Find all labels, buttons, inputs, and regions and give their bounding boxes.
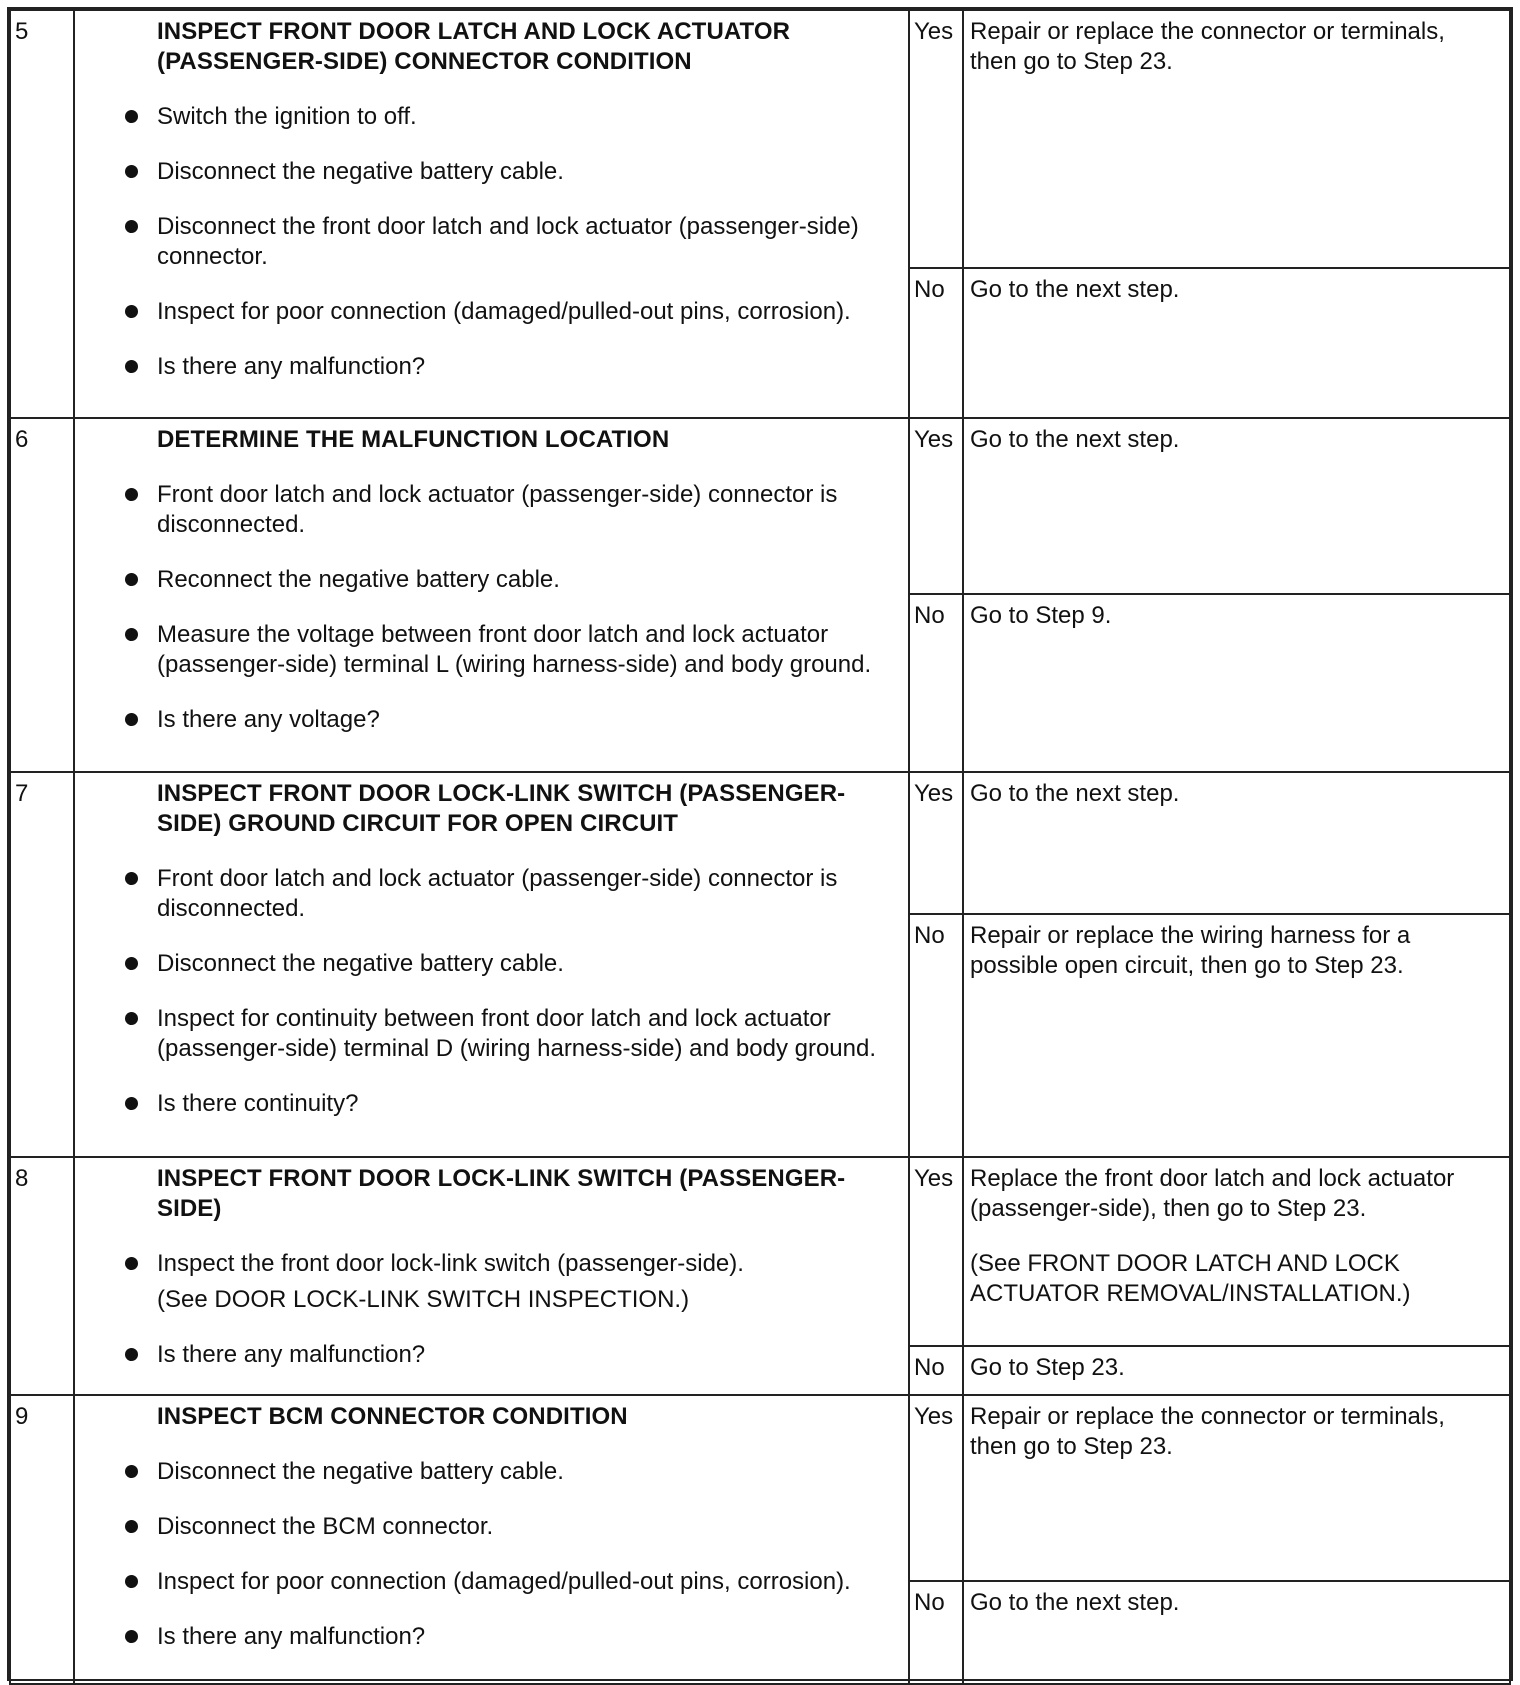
step-bullet-list xyxy=(75,102,878,382)
yes-result: Replace the front door latch and lock actuator (passenger-side), then go to Step 23. xyxy=(970,1165,1455,1222)
bullet-dot-icon xyxy=(125,1012,138,1025)
cross-reference-note: (See FRONT DOOR LATCH AND LOCK ACTUATOR REMOVAL/INSTALLATION.) xyxy=(970,1250,1411,1307)
bullet-dot-icon xyxy=(125,1520,138,1533)
bullet-dot-icon xyxy=(125,1630,138,1643)
step-number: 9 xyxy=(10,1395,74,1684)
bullet-text: Disconnect the negative battery cable. xyxy=(157,950,564,977)
no-result: Go to Step 9. xyxy=(963,594,1510,772)
no-label: No xyxy=(909,1581,963,1684)
bullet-text: Front door latch and lock actuator (passenger-side) connector is disconnected. xyxy=(157,481,838,538)
bullet-item xyxy=(75,1004,878,1064)
no-result: Go to the next step. xyxy=(963,268,1510,418)
no-label: No xyxy=(909,594,963,772)
bullet-item xyxy=(75,1567,878,1597)
bullet-text: Inspect the front door lock-link switch (passenger-side). xyxy=(157,1250,744,1277)
bullet-item xyxy=(75,620,878,680)
bullet-text: Disconnect the negative battery cable. xyxy=(157,158,564,185)
no-result: Go to Step 23. xyxy=(963,1346,1510,1395)
step-number: 5 xyxy=(10,10,74,418)
bullet-item xyxy=(75,480,878,540)
bullet-item xyxy=(75,1622,878,1652)
bullet-dot-icon xyxy=(125,110,138,123)
step-bullet-list xyxy=(75,864,878,1119)
bullet-dot-icon xyxy=(125,360,138,373)
step-action-cell xyxy=(74,1395,909,1684)
bullet-dot-icon xyxy=(125,1097,138,1110)
step-7-yes-row xyxy=(10,772,1510,914)
bullet-dot-icon xyxy=(125,957,138,970)
no-label: No xyxy=(909,1346,963,1395)
yes-label: Yes xyxy=(909,772,963,914)
step-action-cell xyxy=(74,10,909,418)
bullet-item xyxy=(75,1089,878,1119)
no-result: Repair or replace the wiring harness for a possible open circuit, then go to Step 23. xyxy=(963,914,1510,1157)
bullet-dot-icon xyxy=(125,872,138,885)
bullet-item xyxy=(75,1249,878,1279)
step-8-yes-row xyxy=(10,1157,1510,1346)
bullet-item xyxy=(75,1340,878,1370)
yes-result: Repair or replace the connector or terminals, then go to Step 23. xyxy=(963,1395,1510,1581)
cross-reference-note: (See DOOR LOCK-LINK SWITCH INSPECTION.) xyxy=(157,1286,690,1313)
bullet-dot-icon xyxy=(125,165,138,178)
step-action-cell xyxy=(74,1157,909,1395)
diagnostic-steps-table xyxy=(9,9,1511,1685)
bullet-dot-icon xyxy=(125,1575,138,1588)
bullet-text: Front door latch and lock actuator (passenger-side) connector is disconnected. xyxy=(157,865,838,922)
bullet-dot-icon xyxy=(125,1465,138,1478)
yes-label: Yes xyxy=(909,10,963,268)
step-action-cell xyxy=(74,418,909,772)
bullet-dot-icon xyxy=(125,713,138,726)
bullet-item xyxy=(75,157,878,187)
step-number: 6 xyxy=(10,418,74,772)
step-number: 8 xyxy=(10,1157,74,1395)
step-bullet-list xyxy=(75,1457,878,1652)
bullet-item xyxy=(75,864,878,924)
no-label: No xyxy=(909,268,963,418)
yes-result: Go to the next step. xyxy=(963,772,1510,914)
bullet-text: Is there continuity? xyxy=(157,1090,359,1117)
bullet-text: Disconnect the negative battery cable. xyxy=(157,1458,564,1485)
diagnostic-procedure-sheet xyxy=(7,7,1513,1681)
bullet-item xyxy=(75,297,878,327)
step-bullet-list xyxy=(75,1249,878,1279)
bullet-dot-icon xyxy=(125,628,138,641)
step-bullet-list xyxy=(75,1340,878,1370)
bullet-dot-icon xyxy=(125,1348,138,1361)
bullet-text: Disconnect the BCM connector. xyxy=(157,1513,494,1540)
bullet-item xyxy=(75,352,878,382)
bullet-text: Is there any malfunction? xyxy=(157,353,426,380)
bullet-text: Is there any malfunction? xyxy=(157,1341,426,1368)
yes-label: Yes xyxy=(909,1157,963,1346)
step-number: 7 xyxy=(10,772,74,1157)
bullet-text: Reconnect the negative battery cable. xyxy=(157,566,560,593)
yes-result-cell xyxy=(963,1157,1510,1346)
no-result: Go to the next step. xyxy=(963,1581,1510,1684)
bullet-item xyxy=(75,1512,878,1542)
bullet-item xyxy=(75,102,878,132)
step-6-yes-row xyxy=(10,418,1510,594)
step-title: DETERMINE THE MALFUNCTION LOCATION xyxy=(157,426,670,453)
bullet-item xyxy=(75,212,878,272)
bullet-dot-icon xyxy=(125,573,138,586)
bullet-text: Switch the ignition to off. xyxy=(157,103,417,130)
bullet-dot-icon xyxy=(125,488,138,501)
step-action-cell xyxy=(74,772,909,1157)
yes-label: Yes xyxy=(909,1395,963,1581)
yes-result: Repair or replace the connector or terminals, then go to Step 23. xyxy=(963,10,1510,268)
step-title: INSPECT FRONT DOOR LOCK-LINK SWITCH (PASSENGER-SIDE) xyxy=(157,1165,846,1222)
bullet-item xyxy=(75,565,878,595)
step-9-yes-row xyxy=(10,1395,1510,1581)
yes-label: Yes xyxy=(909,418,963,594)
bullet-item xyxy=(75,949,878,979)
bullet-item xyxy=(75,1457,878,1487)
step-5-yes-row xyxy=(10,10,1510,268)
bullet-dot-icon xyxy=(125,220,138,233)
bullet-text: Inspect for poor connection (damaged/pulled-out pins, corrosion). xyxy=(157,298,851,325)
no-label: No xyxy=(909,914,963,1157)
bullet-dot-icon xyxy=(125,1257,138,1270)
step-title: INSPECT FRONT DOOR LATCH AND LOCK ACTUATOR (PASSENGER-SIDE) CONNECTOR CONDITION xyxy=(157,18,791,75)
step-bullet-list xyxy=(75,480,878,735)
bullet-text: Inspect for poor connection (damaged/pulled-out pins, corrosion). xyxy=(157,1568,851,1595)
bullet-item xyxy=(75,705,878,735)
bullet-text: Inspect for continuity between front door latch and lock actuator (passenger-side) terminal D (wiring harness-side) and body ground. xyxy=(157,1005,877,1062)
bullet-text: Is there any malfunction? xyxy=(157,1623,426,1650)
step-title: INSPECT FRONT DOOR LOCK-LINK SWITCH (PASSENGER-SIDE) GROUND CIRCUIT FOR OPEN CIRCUIT xyxy=(157,780,846,837)
bullet-text: Measure the voltage between front door latch and lock actuator (passenger-side) terminal L (wiring harness-side) and body ground. xyxy=(157,621,872,678)
bullet-text: Is there any voltage? xyxy=(157,706,380,733)
bullet-text: Disconnect the front door latch and lock actuator (passenger-side) connector. xyxy=(157,213,859,270)
bullet-dot-icon xyxy=(125,305,138,318)
yes-result: Go to the next step. xyxy=(963,418,1510,594)
step-title: INSPECT BCM CONNECTOR CONDITION xyxy=(157,1403,628,1430)
